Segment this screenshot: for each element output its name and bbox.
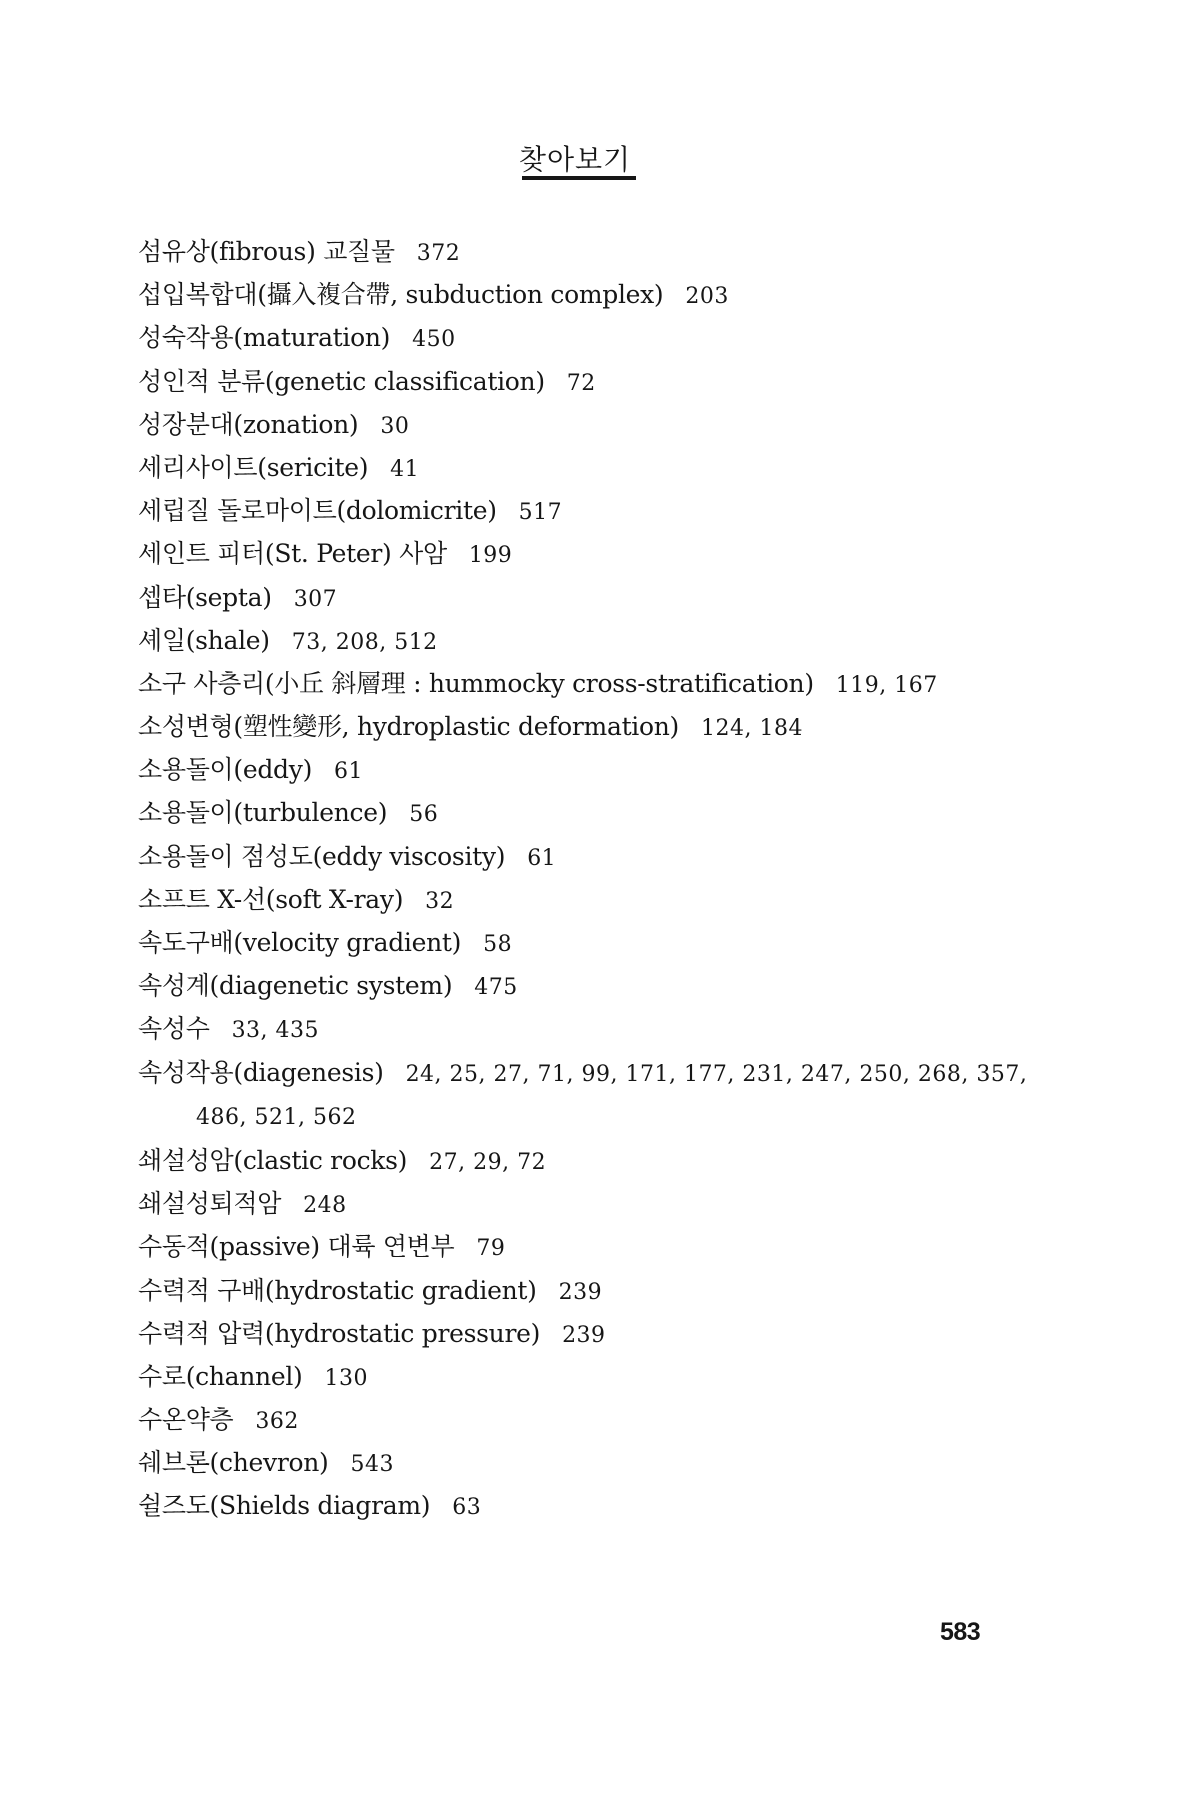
entry-term: 세인트 피터(St. Peter) 사암: [138, 539, 447, 569]
entry-pages: 239: [558, 1279, 603, 1305]
index-entry: [138, 489, 1138, 532]
index-entry: [138, 878, 1138, 921]
index-entry: [138, 1484, 1138, 1527]
entry-term: 소프트 X-선(soft X-ray): [138, 884, 404, 914]
entry-pages: 61: [334, 759, 364, 785]
entry-term: 성숙작용(maturation): [138, 323, 391, 353]
entry-term: 소용돌이(eddy): [138, 755, 313, 785]
entry-term: 쉐브론(chevron): [138, 1448, 329, 1478]
entry-pages: 79: [476, 1236, 506, 1262]
index-entry: [138, 576, 1138, 619]
entry-term: 수로(channel): [138, 1361, 303, 1391]
entry-term: 속성수: [138, 1014, 210, 1044]
index-entry: [138, 964, 1138, 1007]
entry-term: 수온약층: [138, 1405, 234, 1435]
entry-pages: 24, 25, 27, 71, 99, 171, 177, 231, 247, 250, 268, 357,: [405, 1061, 1028, 1087]
entry-pages: 372: [416, 241, 461, 266]
entry-pages: 41: [390, 456, 420, 482]
entry-pages: 30: [380, 413, 410, 439]
entry-pages: 73, 208, 512: [291, 629, 438, 655]
page-number: 583: [940, 1618, 981, 1646]
entry-term: 소용돌이 점성도(eddy viscosity): [138, 841, 506, 871]
entry-pages: 119, 167: [835, 672, 938, 698]
entry-pages: 239: [562, 1322, 606, 1348]
entry-term: 수력적 구배(hydrostatic gradient): [138, 1275, 537, 1305]
entry-term: 쉴즈도(Shields diagram): [138, 1491, 431, 1521]
index-entry: [138, 1139, 1138, 1182]
entry-pages: 63: [452, 1495, 482, 1521]
entry-pages: 475: [474, 975, 518, 1001]
entry-pages: 130: [324, 1365, 369, 1391]
entry-pages: 56: [409, 802, 439, 828]
index-entry: [138, 532, 1138, 575]
entry-pages: 307: [293, 586, 338, 612]
entry-term: 세리사이트(sericite): [138, 452, 369, 482]
entry-term: 속성작용(diagenesis): [138, 1057, 384, 1087]
entry-term: 성장분대(zonation): [138, 409, 359, 439]
entry-term: 셰일(shale): [138, 625, 270, 655]
index-entry: [138, 748, 1138, 791]
entry-term: 소용돌이(turbulence): [138, 798, 388, 828]
index-entry: [138, 360, 1138, 403]
index-entry: [138, 230, 1138, 273]
entry-term: 소구 사층리(小丘 斜層理 : hummocky cross-stratification): [138, 668, 814, 698]
entry-pages: 124, 184: [701, 716, 803, 742]
entry-term: 쇄설성암(clastic rocks): [138, 1145, 408, 1175]
entry-pages-continuation: 486, 521, 562: [196, 1104, 357, 1130]
entry-pages: 248: [303, 1193, 347, 1219]
index-entry: [138, 791, 1138, 834]
index-entry: [138, 1051, 1138, 1139]
index-entry: [138, 446, 1138, 489]
index-entry: [138, 1312, 1138, 1355]
index-entry: [138, 921, 1138, 964]
entry-pages: 362: [255, 1409, 299, 1435]
index-entry: [138, 1007, 1138, 1050]
index-entry: [138, 1269, 1138, 1312]
page-heading: 찾아보기: [518, 143, 632, 176]
index-entry: [138, 1225, 1138, 1268]
index-entry: [138, 662, 1138, 705]
index-entry: [138, 316, 1138, 359]
entry-term: 세립질 돌로마이트(dolomicrite): [138, 496, 497, 526]
heading-underline: [522, 176, 636, 180]
entry-pages: 543: [350, 1452, 394, 1478]
entry-pages: 199: [468, 543, 513, 569]
entry-term: 쇄설성퇴적암: [138, 1189, 282, 1219]
entry-pages: 33, 435: [231, 1018, 320, 1044]
index-entry: [138, 1398, 1138, 1441]
entry-pages: 450: [412, 327, 456, 353]
entry-pages: 27, 29, 72: [429, 1149, 547, 1175]
entry-term: 성인적 분류(genetic classification): [138, 366, 545, 396]
entry-term: 섬유상(fibrous) 교질물: [138, 237, 395, 266]
entry-pages: 203: [685, 284, 729, 310]
entry-pages: 58: [483, 932, 513, 957]
entry-term: 섭입복합대(攝入複合帶, subduction complex): [138, 280, 664, 310]
index-entry: [138, 619, 1138, 662]
entry-pages: 61: [527, 845, 557, 871]
entry-term: 수동적(passive) 대륙 연변부: [138, 1232, 455, 1262]
index-entry: [138, 403, 1138, 446]
entry-term: 셉타(septa): [138, 582, 272, 612]
entry-pages: 517: [518, 500, 563, 526]
entry-term: 수력적 압력(hydrostatic pressure): [138, 1318, 541, 1348]
entry-term: 속도구배(velocity gradient): [138, 928, 462, 957]
index-entry: [138, 1182, 1138, 1225]
entry-term: 소성변형(塑性變形, hydroplastic deformation): [138, 712, 680, 742]
entry-term: 속성계(diagenetic system): [138, 971, 453, 1001]
index-entry: [138, 1441, 1138, 1484]
index-entry: [138, 705, 1138, 748]
index-entry-list: [138, 230, 1138, 1528]
index-entry: [138, 1355, 1138, 1398]
index-entry: [138, 835, 1138, 878]
entry-pages: 32: [425, 888, 455, 914]
entry-pages: 72: [566, 370, 596, 396]
index-entry: [138, 273, 1138, 316]
